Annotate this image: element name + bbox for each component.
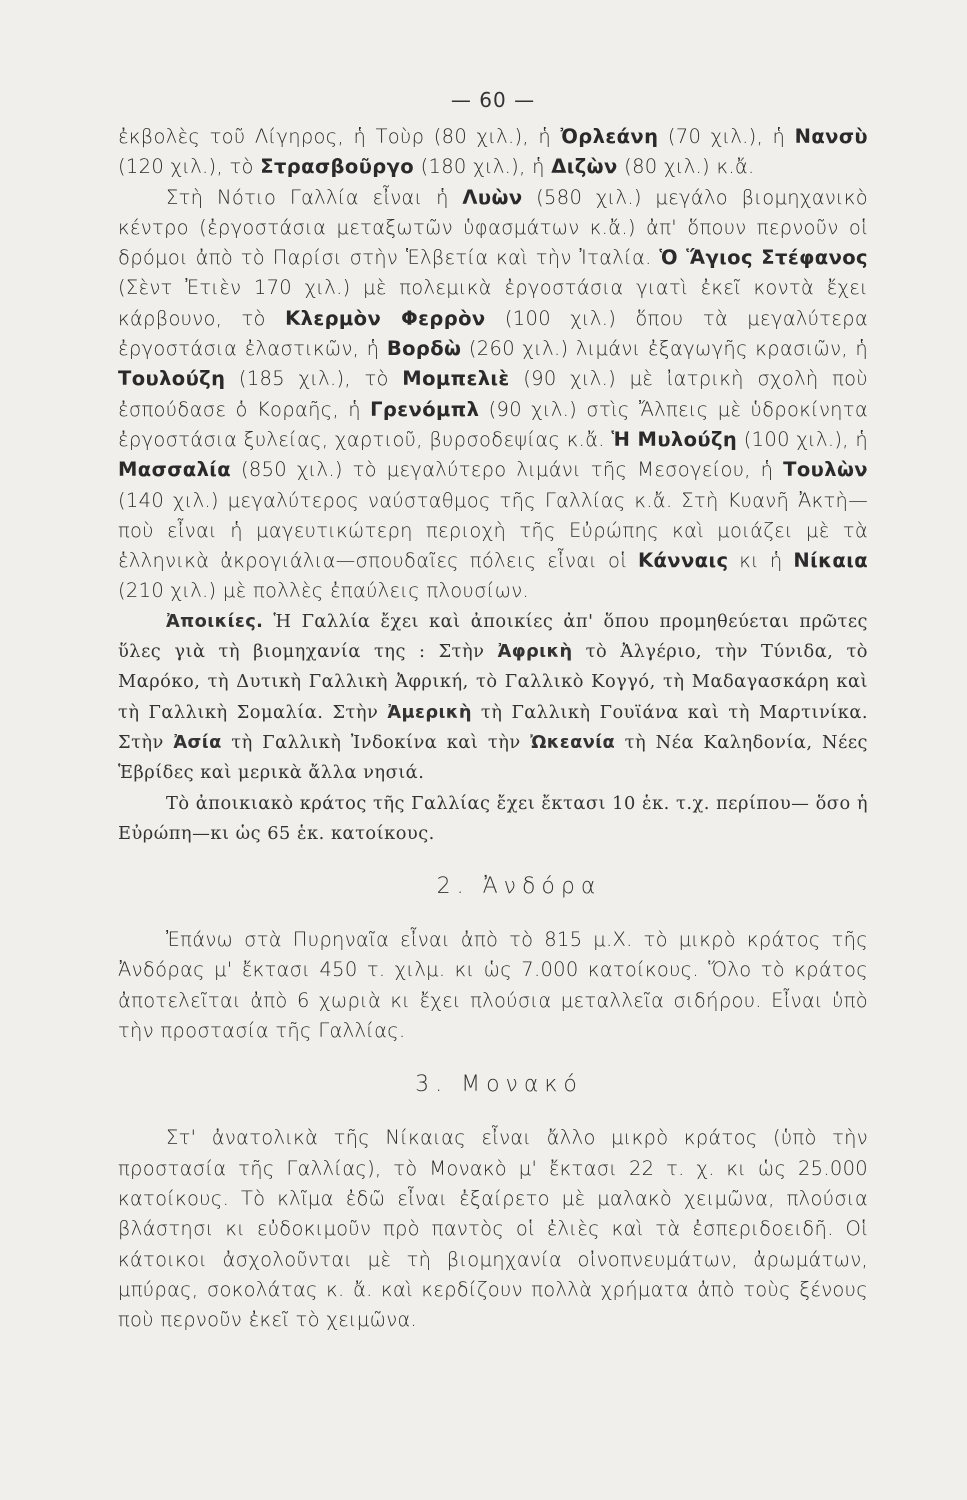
page-number: — 60 — [450,88,536,112]
city-bordeaux: Βορδὼ [386,337,462,361]
text-run: (210 χιλ.) μὲ πολλὲς ἐπαύλεις πλουσίων. [118,579,529,603]
region-oceania: Ὠκεανία [530,731,616,753]
region-asia: Ἀσία [173,731,222,753]
city-nancy: Νανσὺ [794,125,868,148]
text-run: τὴ Νέα Καληδονία, Νέες Ἑβρίδες καὶ μερικὰ ἄλλα νησιά. [118,731,868,784]
text-run: (850 χιλ.) τὸ μεγαλύτερο λιμάνι τῆς Μεσογείου, ἡ [231,458,784,482]
text-run: (120 χιλ.), τὸ [118,155,261,179]
paragraph-colonial-area: Τὸ ἀποικιακὸ κράτος τῆς Γαλλίας ἔχει ἔκτασι 10 ἑκ. τ.χ. περίπου— ὅσο ἡ Εὐρώπη—κι ὡς 65 ἑκ. κατοίκους. [118,792,868,844]
city-cannes: Κάνναις [638,549,729,573]
text-run: (90 χιλ.) μὲ ἰατρικὴ σχολὴ ποὺ ἐσπούδασε ὁ Κοραῆς, ἡ [118,367,868,421]
paragraph-southern-france [118,183,868,607]
city-montpellier: Μομπελιὲ [402,367,510,391]
city-lyon: Λυὼν [462,185,523,209]
city-grenoble: Γρενόμπλ [370,397,480,421]
text-run: τὸ Ἀλγέριο, τὴν Τύνιδα, τὸ Μαρόκο, τὴ Δυτικὴ Γαλλικὴ Ἀφρική, τὸ Γαλλικὸ Κογγό, τὴ Μαδαγασκάρη καὶ τὴ Γαλλικὴ Σομαλία. Στὴν [118,641,868,723]
text-run: τὴ Γαλλικὴ Γουϊάνα καὶ τὴ Μαρτινίκα. Στὴν [118,701,868,753]
text-run: τὴ Γαλλικὴ Ἰνδοκίνα καὶ τὴν [221,731,531,753]
paragraph-andorra: Ἐπάνω στὰ Πυρηναῖα εἶναι ἀπὸ τὸ 815 μ.Χ. τὸ μικρὸ κράτος τῆς Ἀνδόρας μ' ἔκτασι 450 τ. χιλμ. κι ὡς 7.000 κατοίκους. Ὅλο τὸ κράτος ἀποτελεῖται ἀπὸ 6 χωριὰ κι ἔχει πλούσια μεταλλεῖα σιδήρου. Εἶναι ὑπὸ τὴν προστασία τῆς Γαλλίας. [118,928,868,1043]
region-africa: Ἀφρικὴ [497,641,573,663]
paragraph-colonies [118,607,868,789]
text-run: ἐκβολὲς τοῦ Λίγηρος, ἡ Τοὺρ (80 χιλ.), ἡ [118,125,561,148]
paragraph-northern-cities [118,122,868,183]
city-toulon: Τουλὼν [783,458,868,482]
text-run: (100 χιλ.) ὅπου τὰ μεγαλύτερα ἐργοστάσια ἐλαστικῶν, ἡ [118,306,868,361]
text-run: Ἡ Γαλλία ἔχει καὶ ἀποικίες ἀπ' ὅπου προμηθεύεται πρῶτες ὕλες γιὰ τὴ βιομηχανία της : Στὴν [118,610,868,663]
text-run: (185 χιλ.), τὸ [225,367,403,391]
text-run: (140 χιλ.) μεγαλύτερος ναύσταθμος τῆς Γαλλίας κ.ἄ. Στὴ Κυανῆ Ἀκτὴ—ποὺ εἶναι ἡ μαγευτικώτερη περιοχὴ τῆς Εὐρώπης καὶ μοιάζει μὲ τὰ ἑλληνικὰ ἀκρογιάλια—σπουδαῖες πόλεις εἶναι οἱ [118,488,868,573]
city-dijon: Διζὼν [551,155,618,179]
city-nice: Νίκαια [793,549,868,573]
colonies-label: Ἀποικίες. [166,610,264,632]
paragraph-monaco: Στ' ἀνατολικὰ τῆς Νίκαιας εἶναι ἄλλο μικρὸ κράτος (ὑπὸ τὴν προστασία τῆς Γαλλίας), τὸ Μονακὸ μ' ἔκτασι 22 τ. χ. κι ὡς 25.000 κατοίκους. Τὸ κλῖμα ἐδῶ εἶναι ἐξαίρετο μὲ μαλακὸ χειμῶνα, πλούσια βλάστησι κι εὐδοκιμοῦν πρὸ παντὸς οἱ ἐλιὲς καὶ τὰ ἐσπεριδοειδῆ. Οἱ κάτοικοι ἀσχολοῦνται μὲ τὴ βιομηχανία οἰνοπνευμάτων, ἀρωμάτων, μπύρας, σοκολάτας κ. ἄ. καὶ κερδίζουν πολλὰ χρήματα ἀπὸ τοὺς ξένους ποὺ περνοῦν ἐκεῖ τὸ χειμῶνα. [118,1126,868,1332]
city-marseille: Μασσαλία [118,458,232,482]
text-run: (80 χιλ.) κ.ἄ. [617,155,755,179]
region-america: Ἀμερικὴ [387,701,472,723]
section-heading-monaco: 3. Μονακό [415,1072,583,1098]
text-run: Στὴ Νότιο Γαλλία εἶναι ἡ [166,185,463,209]
text-run: (180 χιλ.), ἡ [414,155,552,179]
section-heading-andorra: 2. Ἀνδόρα [436,874,602,900]
city-mulhouse: Ἡ Μυλούζη [611,427,738,451]
text-run: (90 χιλ.) στὶς Ἄλπεις μὲ ὑδροκίνητα ἐργοστάσια ξυλείας, χαρτιοῦ, βυρσοδεψίας κ.ἄ. [118,397,868,451]
text-run: (580 χιλ.) μεγάλο βιομηχανικὸ κέντρο (ἐργοστάσια μεταξωτῶν ὑφασμάτων κ.ἄ.) ἀπ' ὅπουν περνοῦν οἱ δρόμοι ἀπὸ τὸ Παρίσι στὴν Ἑλβετία καὶ τὴν Ἰταλία. [118,185,869,270]
page-body [118,88,868,1335]
city-strasbourg: Στρασβοῦργο [260,155,415,179]
text-run: (Σὲντ Ἐτιὲν 170 χιλ.) μὲ πολεμικὰ ἐργοστάσια γιατὶ ἐκεῖ κοντὰ ἔχει κάρβουνο, τὸ [118,276,868,330]
text-run: (70 χιλ.), ἡ [658,125,795,148]
text-run: (260 χιλ.) λιμάνι ἐξαγωγῆς κρασιῶν, ἡ [461,337,868,361]
city-clermont-ferrand: Κλερμὸν Φερρὸν [285,306,486,330]
city-toulouse: Τουλούζη [118,367,226,391]
city-saint-etienne: Ὁ Ἅγιος Στέφανος [659,246,869,270]
city-orleans: Ὀρλεάνη [560,125,659,148]
text-run: (100 χιλ.), ἡ [737,427,868,451]
text-run: κι ἡ [728,549,794,573]
